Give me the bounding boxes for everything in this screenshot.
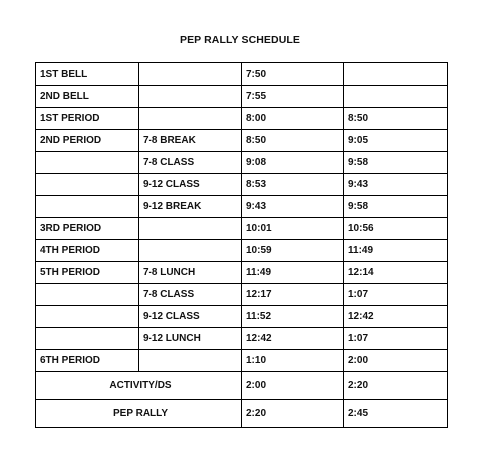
period-cell: 1ST PERIOD [36,108,139,130]
sub-period-cell [139,63,242,86]
pep-rally-label-cell: PEP RALLY [36,400,242,428]
table-row [36,262,448,284]
table-row [36,218,448,240]
start-time-cell: 1:10 [242,350,344,372]
end-time-cell: 9:58 [344,152,448,174]
period-cell: 2ND PERIOD [36,130,139,152]
sub-period-cell: 9-12 BREAK [139,196,242,218]
sub-period-cell: 9-12 CLASS [139,174,242,196]
start-time-cell: 12:17 [242,284,344,306]
end-time-cell: 12:42 [344,306,448,328]
period-cell: 6TH PERIOD [36,350,139,372]
table-row [36,108,448,130]
end-time-cell: 8:50 [344,108,448,130]
start-time-cell: 8:00 [242,108,344,130]
period-cell [36,152,139,174]
start-time-cell: 8:50 [242,130,344,152]
table-row [36,152,448,174]
end-time-cell [344,63,448,86]
end-time-cell: 9:43 [344,174,448,196]
sub-period-cell: 9-12 LUNCH [139,328,242,350]
start-time-cell: 10:59 [242,240,344,262]
page-title: PEP RALLY SCHEDULE [179,34,301,46]
end-time-cell: 9:05 [344,130,448,152]
table-row [36,350,448,372]
sub-period-cell: 7-8 CLASS [139,152,242,174]
end-time-cell: 2:00 [344,350,448,372]
sub-period-cell: 7-8 CLASS [139,284,242,306]
end-time-cell: 2:20 [344,372,448,400]
start-time-cell: 11:52 [242,306,344,328]
table-row [36,328,448,350]
end-time-cell: 11:49 [344,240,448,262]
table-row [36,130,448,152]
period-cell: 3RD PERIOD [36,218,139,240]
period-cell: 4TH PERIOD [36,240,139,262]
table-row [36,306,448,328]
start-time-cell: 9:43 [242,196,344,218]
end-time-cell [344,86,448,108]
schedule-table [35,62,448,428]
period-cell: 1ST BELL [36,63,139,86]
period-cell [36,306,139,328]
sub-period-cell [139,350,242,372]
table-row [36,240,448,262]
schedule-body [36,63,448,428]
sub-period-cell [139,86,242,108]
table-row [36,63,448,86]
end-time-cell: 1:07 [344,284,448,306]
period-cell [36,284,139,306]
start-time-cell: 10:01 [242,218,344,240]
start-time-cell: 7:55 [242,86,344,108]
end-time-cell: 9:58 [344,196,448,218]
start-time-cell: 8:53 [242,174,344,196]
sub-period-cell [139,108,242,130]
table-row [36,86,448,108]
period-cell: 5TH PERIOD [36,262,139,284]
table-row [36,284,448,306]
end-time-cell: 1:07 [344,328,448,350]
start-time-cell: 7:50 [242,63,344,86]
sub-period-cell: 7-8 BREAK [139,130,242,152]
period-cell [36,196,139,218]
start-time-cell: 11:49 [242,262,344,284]
activity-label-cell: ACTIVITY/DS [36,372,242,400]
period-cell [36,174,139,196]
end-time-cell: 2:45 [344,400,448,428]
start-time-cell: 2:20 [242,400,344,428]
end-time-cell: 10:56 [344,218,448,240]
table-row-merged [36,372,448,400]
table-row-merged [36,400,448,428]
start-time-cell: 2:00 [242,372,344,400]
sub-period-cell: 9-12 CLASS [139,306,242,328]
period-cell: 2ND BELL [36,86,139,108]
start-time-cell: 9:08 [242,152,344,174]
table-row [36,174,448,196]
period-cell [36,328,139,350]
sub-period-cell [139,240,242,262]
end-time-cell: 12:14 [344,262,448,284]
table-row [36,196,448,218]
sub-period-cell [139,218,242,240]
start-time-cell: 12:42 [242,328,344,350]
sub-period-cell: 7-8 LUNCH [139,262,242,284]
